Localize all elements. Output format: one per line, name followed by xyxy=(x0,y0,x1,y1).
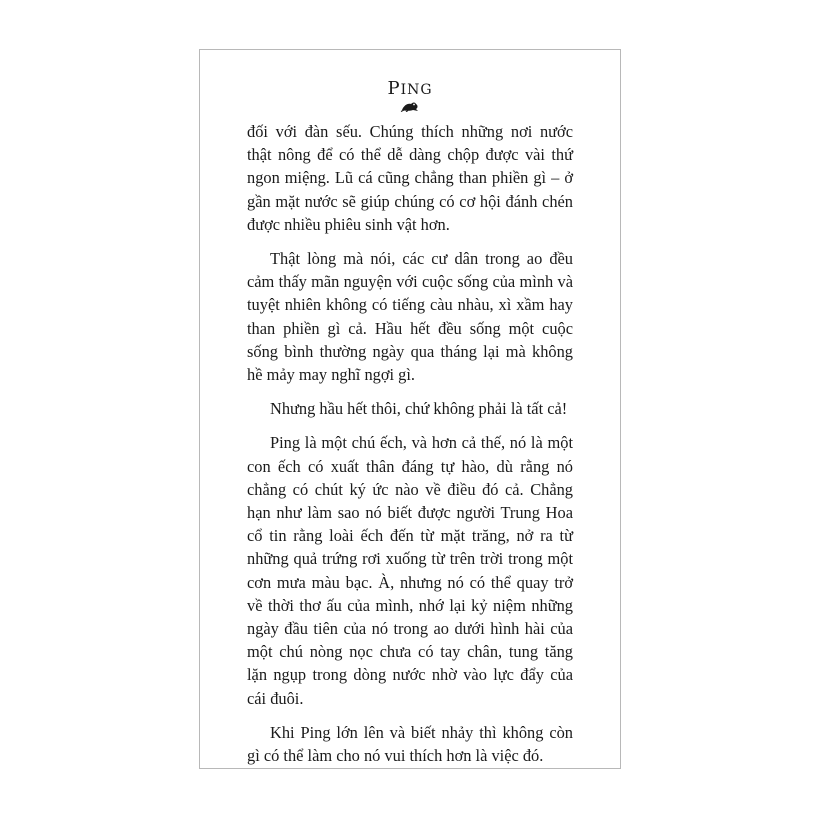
paragraph-3: Nhưng hầu hết thôi, chứ không phải là tất cả! xyxy=(270,399,568,419)
running-head-title-rest: ING xyxy=(400,82,433,98)
running-head xyxy=(200,80,620,112)
body-text xyxy=(247,120,573,778)
paragraph-2: Thật lòng mà nói, các cư dân trong ao đều cảm thấy mãn nguyện với cuộc sống của mình và tuyệt nhiên không có tiếng càu nhàu, xì xầm hay than phiền gì cả. Hầu hết đều sống một cuộc sống bình thường ngày qua tháng lại mà không hề mảy may nghĩ ngợi gì. xyxy=(247,249,573,385)
running-head-title-cap: P xyxy=(387,78,401,99)
paragraph-5: Khi Ping lớn lên và biết nhảy thì không còn gì có thể làm cho nó vui thích hơn là việc đó. xyxy=(247,722,573,766)
paragraph-4: Ping là một chú ếch, và hơn cả thế, nó là một con ếch có xuất thân đáng tự hào, dù rằng nó chẳng có chút ký ức nào về điều đó cả. Chẳng hạn như làm sao nó biết được người Trung Hoa cổ tin rằng loài ếch đến từ mặt trăng, nở ra từ những quả trứng rơi xuống từ trên trời trong một cơn mưa màu bạc. À, nhưng nó có thể quay trở về thời thơ ấu của mình, nhớ lại kỷ niệm những ngày đầu tiên của nó trong ao dưới hình hài của một chú nòng nọc chưa có tay chân, tung tăng lặn ngụp trong dòng nước nhờ vào lực đẩy của cái đuôi. xyxy=(247,433,573,708)
frog-icon xyxy=(400,100,420,112)
paragraph-1: đối với đàn sếu. Chúng thích những nơi nước thật nông để có thể dễ dàng chộp được vài thứ ngon miệng. Lũ cá cũng chẳng than phiền gì – ở gần mặt nước sẽ giúp chúng có cơ hội đánh chén được nhiều phiêu sinh vật hơn. xyxy=(247,122,573,234)
book-page xyxy=(199,49,621,769)
running-head-title xyxy=(200,80,620,98)
